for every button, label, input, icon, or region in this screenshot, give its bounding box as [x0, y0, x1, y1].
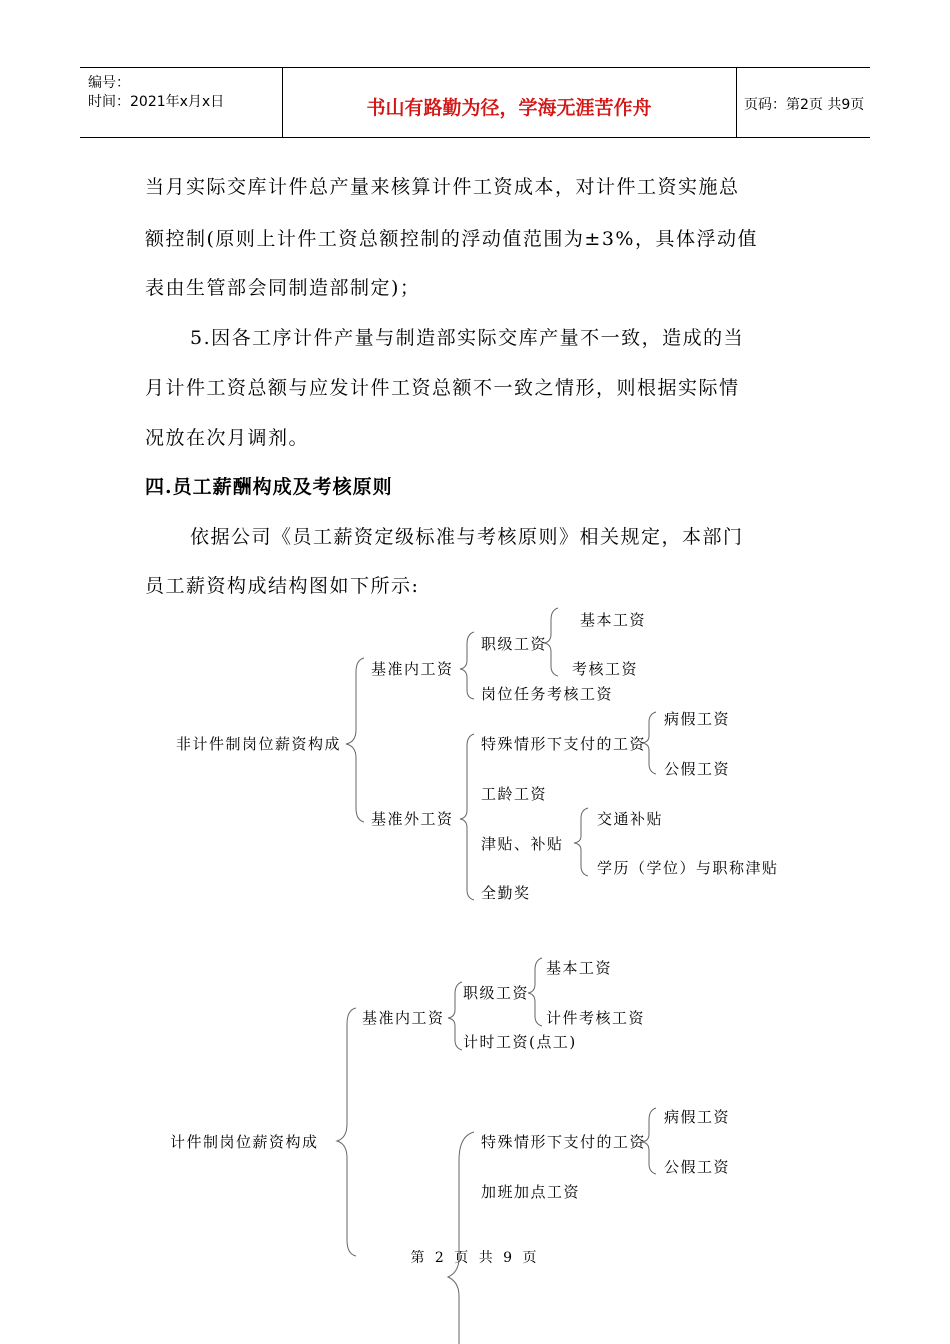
- d1-public-leave: 公假工资: [664, 760, 731, 778]
- d1-education: 学历（学位）与职称津贴: [597, 859, 779, 877]
- page-footer: 第 2 页 共 9 页: [410, 1250, 540, 1266]
- d1-basic-pay: 基本工资: [580, 611, 647, 629]
- d1-inner: 基准内工资: [371, 660, 454, 678]
- body-line-3: 表由生管部会同制造部制定)；: [145, 277, 421, 299]
- d2-sick-leave: 病假工资: [664, 1108, 731, 1126]
- d2-basic-pay: 基本工资: [546, 959, 613, 977]
- d1-transport: 交通补贴: [597, 810, 664, 828]
- d2-special-pay: 特殊情形下支付的工资: [481, 1133, 647, 1151]
- d2-rank-pay: 职级工资: [463, 984, 530, 1002]
- d1-post-task-pay: 岗位任务考核工资: [481, 685, 614, 703]
- d1-seniority-pay: 工龄工资: [481, 785, 548, 803]
- bracket-inner-2: [448, 982, 462, 1050]
- d1-attendance: 全勤奖: [481, 884, 531, 902]
- d1-sick-leave: 病假工资: [664, 710, 731, 728]
- bracket-outer-2: [448, 1132, 474, 1344]
- bracket-inner-1: [460, 632, 474, 699]
- d2-inner: 基准内工资: [362, 1009, 445, 1027]
- d2-root: 计件制岗位薪资构成: [170, 1133, 319, 1151]
- d2-public-leave: 公假工资: [664, 1158, 731, 1176]
- d1-root: 非计件制岗位薪资构成: [176, 735, 342, 753]
- bracket-outer-1: [460, 734, 474, 900]
- d1-assess-pay: 考核工资: [572, 660, 639, 678]
- page-label: 页码：第2页 共9页: [744, 97, 865, 113]
- body-line-4: 5.因各工序计件产量与制造部实际交库产量不一致，造成的当: [190, 327, 745, 349]
- d1-special-pay: 特殊情形下支付的工资: [481, 735, 647, 753]
- body-line-2: 额控制(原则上计件工资总额控制的浮动值范围为±3%，具体浮动值: [145, 228, 758, 250]
- d1-rank-pay: 职级工资: [481, 635, 548, 653]
- d1-outer: 基准外工资: [371, 810, 454, 828]
- bracket-allowance-1: [574, 808, 588, 876]
- intro-line-1: 依据公司《员工薪资定级标准与考核原则》相关规定，本部门: [190, 526, 744, 548]
- intro-line-2: 员工薪资构成结构图如下所示:: [145, 575, 420, 597]
- section-heading: 四.员工薪酬构成及考核原则: [145, 476, 393, 498]
- date-label: 时间：2021年x月x日: [88, 94, 225, 110]
- d2-piece-assess: 计件考核工资: [546, 1009, 646, 1027]
- body-line-5: 月计件工资总额与应发计件工资总额不一致之情形，则根据实际情: [145, 377, 740, 399]
- d1-allowance: 津贴、补贴: [481, 835, 564, 853]
- body-line-6: 况放在次月调剂。: [145, 427, 310, 449]
- bracket-root-1: [346, 658, 364, 822]
- bracket-rank-2: [528, 958, 542, 1026]
- number-label: 编号：: [88, 75, 130, 91]
- motto: 书山有路勤为径，学海无涯苦作舟: [366, 97, 652, 119]
- body-line-1: 当月实际交库计件总产量来核算计件工资成本，对计件工资实施总: [145, 176, 740, 198]
- d2-hourly-pay: 计时工资(点工): [463, 1033, 577, 1051]
- d2-overtime: 加班加点工资: [481, 1183, 581, 1201]
- bracket-root-2: [337, 1008, 356, 1256]
